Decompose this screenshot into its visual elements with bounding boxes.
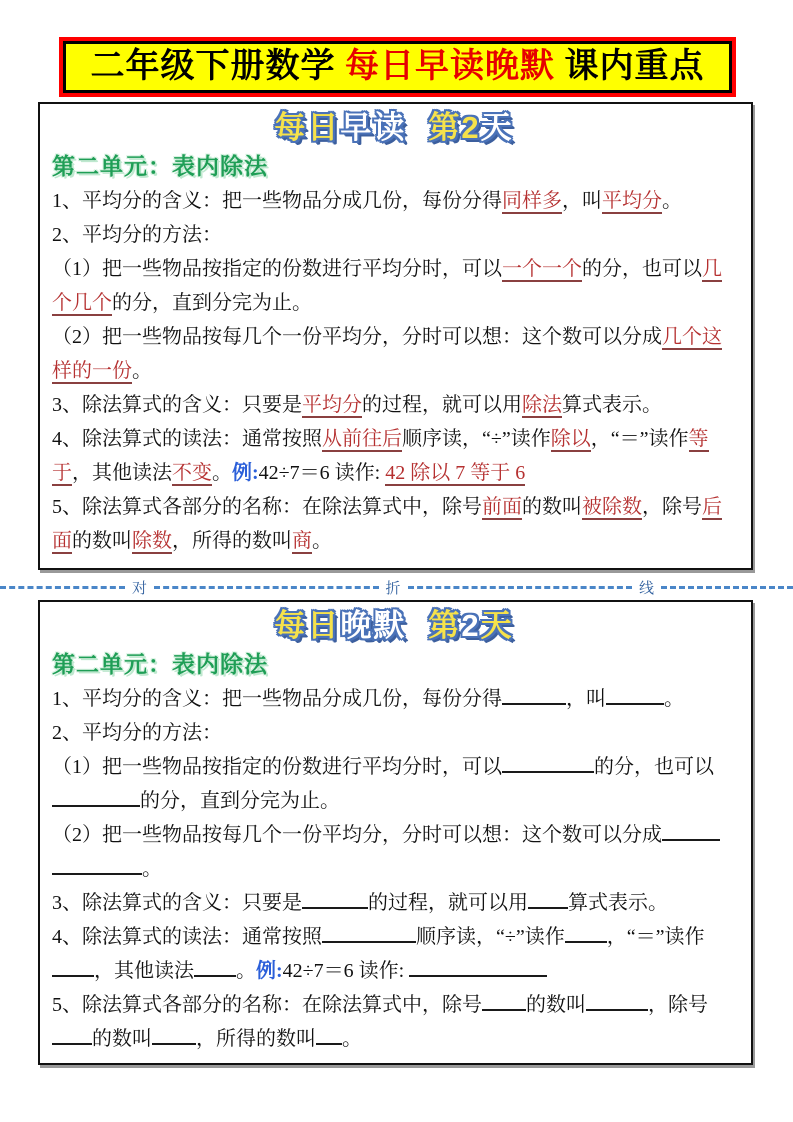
- blank-field: [662, 836, 720, 841]
- text-line: [52, 988, 736, 1056]
- title-char: 每: [274, 110, 308, 145]
- title-char: 2: [461, 110, 481, 145]
- text-line: [52, 818, 736, 886]
- answer-text: 除以: [550, 428, 591, 450]
- body-text: 顺序读，“÷”读作: [402, 428, 551, 450]
- fold-dash: [408, 586, 632, 589]
- body-text: ，除号: [648, 994, 708, 1016]
- title-char: 第: [428, 110, 462, 145]
- body-text: 。: [664, 688, 684, 710]
- text-line: [52, 320, 736, 388]
- morning-reading-card: [38, 102, 753, 570]
- fold-label-zhe: 折: [385, 579, 401, 597]
- title-char: 2: [461, 608, 481, 643]
- body-text: 4、除法算式的读法：通常按照: [52, 926, 322, 948]
- body-text: 顺序读，“÷”读作: [416, 926, 565, 948]
- text-line: [52, 716, 736, 750]
- blank-field: [152, 1040, 196, 1045]
- body-text: 2、平均分的方法：: [52, 722, 222, 744]
- text-line: [52, 886, 736, 920]
- title-char: 日: [307, 608, 341, 643]
- body-text: 的分，直到分完为止。: [140, 790, 340, 812]
- text-line: [52, 218, 736, 252]
- body-text: 的分，也可以: [582, 258, 702, 280]
- title-banner: [59, 37, 736, 97]
- text-line: [52, 422, 736, 490]
- blank-field: [302, 904, 368, 909]
- title-char: 天: [480, 608, 514, 643]
- morning-body: [52, 184, 736, 558]
- body-text: 的数叫: [92, 1028, 152, 1050]
- body-text: 2、平均分的方法：: [52, 224, 222, 246]
- body-text: ，叫: [566, 688, 606, 710]
- body-text: （2）把一些物品按每几个一份平均分，分时可以想：这个数可以分成: [52, 824, 662, 846]
- text-line: [52, 184, 736, 218]
- body-text: ，除号: [642, 496, 702, 518]
- fold-dash: [154, 586, 378, 589]
- blank-field: [52, 972, 94, 977]
- answer-text: 前面: [482, 496, 522, 518]
- body-text: 1、平均分的含义：把一些物品分成几份，每份分得: [52, 688, 502, 710]
- body-text: 42÷7＝6 读作:: [258, 462, 386, 484]
- title-char: 第: [428, 608, 462, 643]
- text-line: [52, 750, 736, 818]
- fold-line: [0, 576, 793, 598]
- blank-field: [502, 768, 594, 773]
- body-text: 5、除法算式各部分的名称：在除法算式中，除号: [52, 994, 482, 1016]
- title-char: 日: [307, 110, 341, 145]
- answer-text: 同样多: [502, 190, 562, 212]
- body-text: 。: [132, 360, 152, 382]
- blank-field: [316, 1040, 342, 1045]
- answer-text: 几个几个: [52, 258, 722, 314]
- evening-body: [52, 682, 736, 1056]
- blank-field: [409, 972, 547, 977]
- body-text: 算式表示。: [568, 892, 668, 914]
- title-char: 读: [373, 110, 407, 145]
- blank-field: [52, 802, 140, 807]
- blank-field: [322, 938, 416, 943]
- body-text: 1、平均分的含义：把一些物品分成几份，每份分得: [52, 190, 502, 212]
- body-text: 5、除法算式各部分的名称：在除法算式中，除号: [52, 496, 482, 518]
- text-line: [52, 682, 736, 716]
- body-text: 。: [312, 530, 332, 552]
- text-line: [52, 920, 736, 988]
- evening-section-title: [52, 606, 736, 648]
- blank-field: [52, 1040, 92, 1045]
- body-text: 的数叫: [526, 994, 586, 1016]
- title-char: 早: [340, 110, 374, 145]
- answer-text: 42 除以 7 等于 6: [385, 462, 526, 484]
- answer-text: 除数: [132, 530, 172, 552]
- answer-text: 平均分: [602, 190, 662, 212]
- body-text: ，所得的数叫: [172, 530, 292, 552]
- answer-text: 商: [292, 530, 312, 552]
- blank-field: [606, 700, 664, 705]
- body-text: 的分，直到分完为止。: [112, 292, 312, 314]
- blank-field: [194, 972, 236, 977]
- blank-field: [502, 700, 566, 705]
- example-label: 例:: [232, 462, 259, 484]
- text-line: [52, 490, 736, 558]
- title-char: 天: [480, 110, 514, 145]
- body-text: 。: [342, 1028, 362, 1050]
- title-char: 晚: [340, 608, 374, 643]
- body-text: 的数叫: [72, 530, 132, 552]
- body-text: （1）把一些物品按指定的份数进行平均分时，可以: [52, 756, 502, 778]
- body-text: （1）把一些物品按指定的份数进行平均分时，可以: [52, 258, 502, 280]
- answer-text: 从前往后: [322, 428, 402, 450]
- body-text: 的过程，就可以用: [368, 892, 528, 914]
- answer-text: 一个一个: [502, 258, 582, 280]
- fold-label-xian: 线: [639, 579, 655, 597]
- body-text: 的数叫: [522, 496, 582, 518]
- body-text: ，“＝”读作: [590, 428, 689, 450]
- title-banner-text: [63, 41, 732, 93]
- body-text: 。: [142, 858, 162, 880]
- text-line: [52, 252, 736, 320]
- body-text: 42÷7＝6 读作:: [282, 960, 410, 982]
- body-text: 。: [236, 960, 256, 982]
- body-text: （2）把一些物品按每几个一份平均分，分时可以想：这个数可以分成: [52, 326, 662, 348]
- body-text: ，叫: [562, 190, 602, 212]
- body-text: ，所得的数叫: [196, 1028, 316, 1050]
- answer-text: 后面: [52, 496, 722, 552]
- banner-text-segment: 二年级下册数学: [90, 48, 345, 85]
- body-text: ，其他读法: [94, 960, 194, 982]
- title-char: 默: [373, 608, 407, 643]
- title-char: 每: [274, 608, 308, 643]
- answer-text: 几个这样的一份: [52, 326, 722, 382]
- body-text: 的过程，就可以用: [362, 394, 522, 416]
- answer-text: 除法: [522, 394, 562, 416]
- blank-field: [482, 1006, 526, 1011]
- body-text: 的分，也可以: [594, 756, 714, 778]
- blank-field: [528, 904, 568, 909]
- fold-label-dui: 对: [132, 579, 148, 597]
- evening-dictation-card: [38, 600, 753, 1065]
- answer-text: 平均分: [302, 394, 362, 416]
- body-text: 。: [662, 190, 682, 212]
- unit-heading: 第二单元：表内除法: [52, 651, 268, 677]
- answer-text: 被除数: [582, 496, 642, 518]
- body-text: 3、除法算式的含义：只要是: [52, 394, 302, 416]
- blank-field: [565, 938, 607, 943]
- blank-field: [52, 870, 142, 875]
- example-label: 例:: [256, 960, 283, 982]
- fold-dash: [661, 586, 793, 589]
- unit-heading: 第二单元：表内除法: [52, 153, 268, 179]
- morning-section-title: [52, 108, 736, 150]
- body-text: 。: [212, 462, 232, 484]
- answer-text: 等于: [52, 428, 709, 484]
- body-text: 4、除法算式的读法：通常按照: [52, 428, 322, 450]
- body-text: 3、除法算式的含义：只要是: [52, 892, 302, 914]
- fold-dash: [0, 586, 125, 589]
- banner-text-segment: 课内重点: [555, 48, 705, 85]
- blank-field: [586, 1006, 648, 1011]
- body-text: 算式表示。: [562, 394, 662, 416]
- body-text: ，其他读法: [72, 462, 172, 484]
- body-text: ，“＝”读作: [606, 926, 705, 948]
- text-line: [52, 388, 736, 422]
- answer-text: 不变: [172, 462, 212, 484]
- banner-text-segment: 每日早读晚默: [345, 48, 555, 85]
